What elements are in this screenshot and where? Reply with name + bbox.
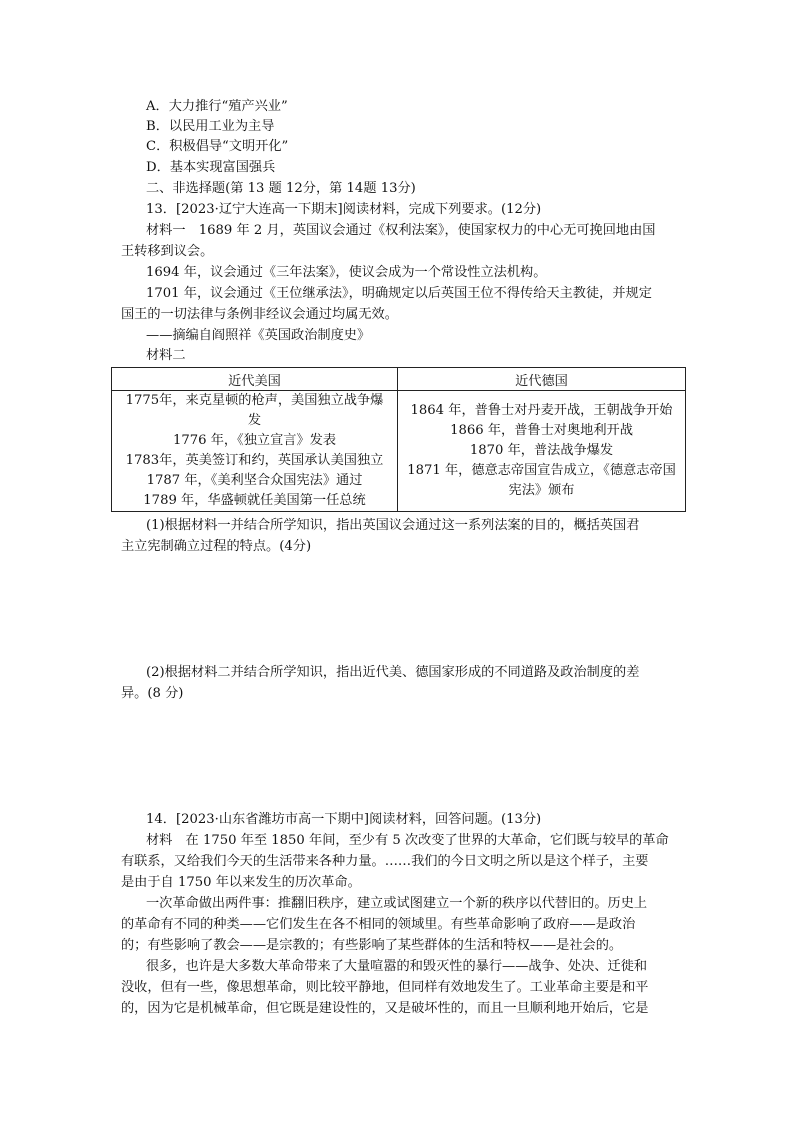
table-header-germany: 近代德国 [398, 368, 686, 391]
q14-paragraph-line: 没收，但有一些，像思想革命，则比较平静地，但同样有效地发生了。工业革命主要是和平 [121, 980, 649, 995]
table-cell-line: 宪法》颁布 [508, 483, 575, 498]
table-cell-line: 1783年，英美签订和约，英国承认美国独立 [125, 453, 384, 468]
q14-paragraph-line: 是由于自 1750 年以来发生的历次革命。 [121, 875, 361, 890]
section-title: 二、非选择题(第 13 题 12分，第 14题 13分) [146, 181, 416, 196]
q14-paragraph-line: 的，因为它是机械革命，但它既是建设性的，又是破坏性的，而且一旦顺利地开始后，它是 [121, 1001, 649, 1016]
q13-material1-line: 1694 年，议会通过《三年法案》，使议会成为一个常设性立法机构。 [146, 265, 547, 280]
table-cell-line: 1870 年，普法战争爆发 [469, 443, 614, 458]
table-cell-line: 1775年，来克星顿的枪声，美国独立战争爆 [125, 393, 384, 408]
q13-material1-line: 王转移到议会。 [121, 244, 214, 259]
table-cell-line: 1787 年，《美利坚合众国宪法》通过 [146, 473, 363, 488]
option-b: B．以民用工业为主导 [146, 119, 275, 134]
option-a: A．大力推行“殖产兴业” [146, 99, 288, 114]
q13-sub1-line: 主立宪制确立过程的特点。(4分) [121, 539, 312, 554]
q14-paragraph-line: 有联系，又给我们今天的生活带来各种力量。……我们的今日文明之所以是这个样子，主要 [121, 854, 649, 869]
table-header-row [112, 368, 686, 391]
q13-material1-line: 国王的一切法律与条例非经议会通过均属无效。 [121, 307, 398, 322]
table-cell-usa [112, 391, 398, 512]
q14-paragraph-line: 一次革命做出两件事：推翻旧秩序，建立或试图建立一个新的秩序以代替旧的。历史上 [146, 896, 648, 911]
q14-paragraph-line: 的；有些影响了教会——是宗教的；有些影响了某些群体的生活和特权——是社会的。 [121, 938, 623, 953]
comparison-table [111, 367, 686, 512]
table-cell-line: 1789 年，华盛顿就任美国第一任总统 [143, 493, 366, 508]
q13-sub1-line: (1)根据材料一并结合所学知识，指出英国议会通过这一系列法案的目的，概括英国君 [146, 518, 640, 533]
table-cell-line: 发 [247, 413, 262, 428]
q13-material1-line: 材料一 1689 年 2 月，英国议会通过《权利法案》，使国家权力的中心无可挽回地由国 [146, 223, 656, 238]
q14-paragraph-line: 很多，也许是大多数大革命带来了大量喧嚣的和毁灭性的暴行——战争、处决、迁徙和 [146, 959, 648, 974]
table-cell-germany [398, 391, 686, 512]
q13-material1-line: 1701 年，议会通过《王位继承法》，明确规定以后英国王位不得传给天主教徒，并规定 [146, 286, 652, 301]
q13-material2-label: 材料二 [146, 348, 186, 363]
q14-paragraph-line: 材料 在 1750 年至 1850 年间，至少有 5 次改变了世界的大革命，它们既与较早的革命 [146, 833, 669, 848]
q13-sub2-line: (2)根据材料二并结合所学知识，指出近代美、德国家形成的不同道路及政治制度的差 [146, 665, 640, 680]
table-cell-line: 1866 年，普鲁士对奥地利开战 [450, 423, 633, 438]
table-cell-line: 1776 年，《独立宣言》发表 [172, 433, 337, 448]
q13-material1-source: ——摘编自阎照祥《英国政治制度史》 [146, 328, 371, 343]
table-cell-line: 1864 年，普鲁士对丹麦开战，王朝战争开始 [410, 403, 673, 418]
table-header-usa: 近代美国 [112, 368, 398, 391]
q13-header: 13．[2023·辽宁大连高一下期末]阅读材料，完成下列要求。(12分) [146, 202, 542, 217]
q14-paragraph-line: 的革命有不同的种类——它们发生在各不相同的领域里。有些革命影响了政府——是政治 [121, 917, 636, 932]
table-cell-line: 1871 年，德意志帝国宣告成立，《德意志帝国 [407, 463, 676, 478]
table-row [112, 391, 686, 512]
q14-header: 14．[2023·山东省潍坊市高一下期中]阅读材料，回答问题。(13分) [146, 812, 542, 827]
option-c: C．积极倡导“文明开化” [146, 139, 289, 154]
q13-sub2-line: 异。(8 分) [121, 686, 184, 701]
option-d: D．基本实现富国强兵 [146, 160, 276, 175]
